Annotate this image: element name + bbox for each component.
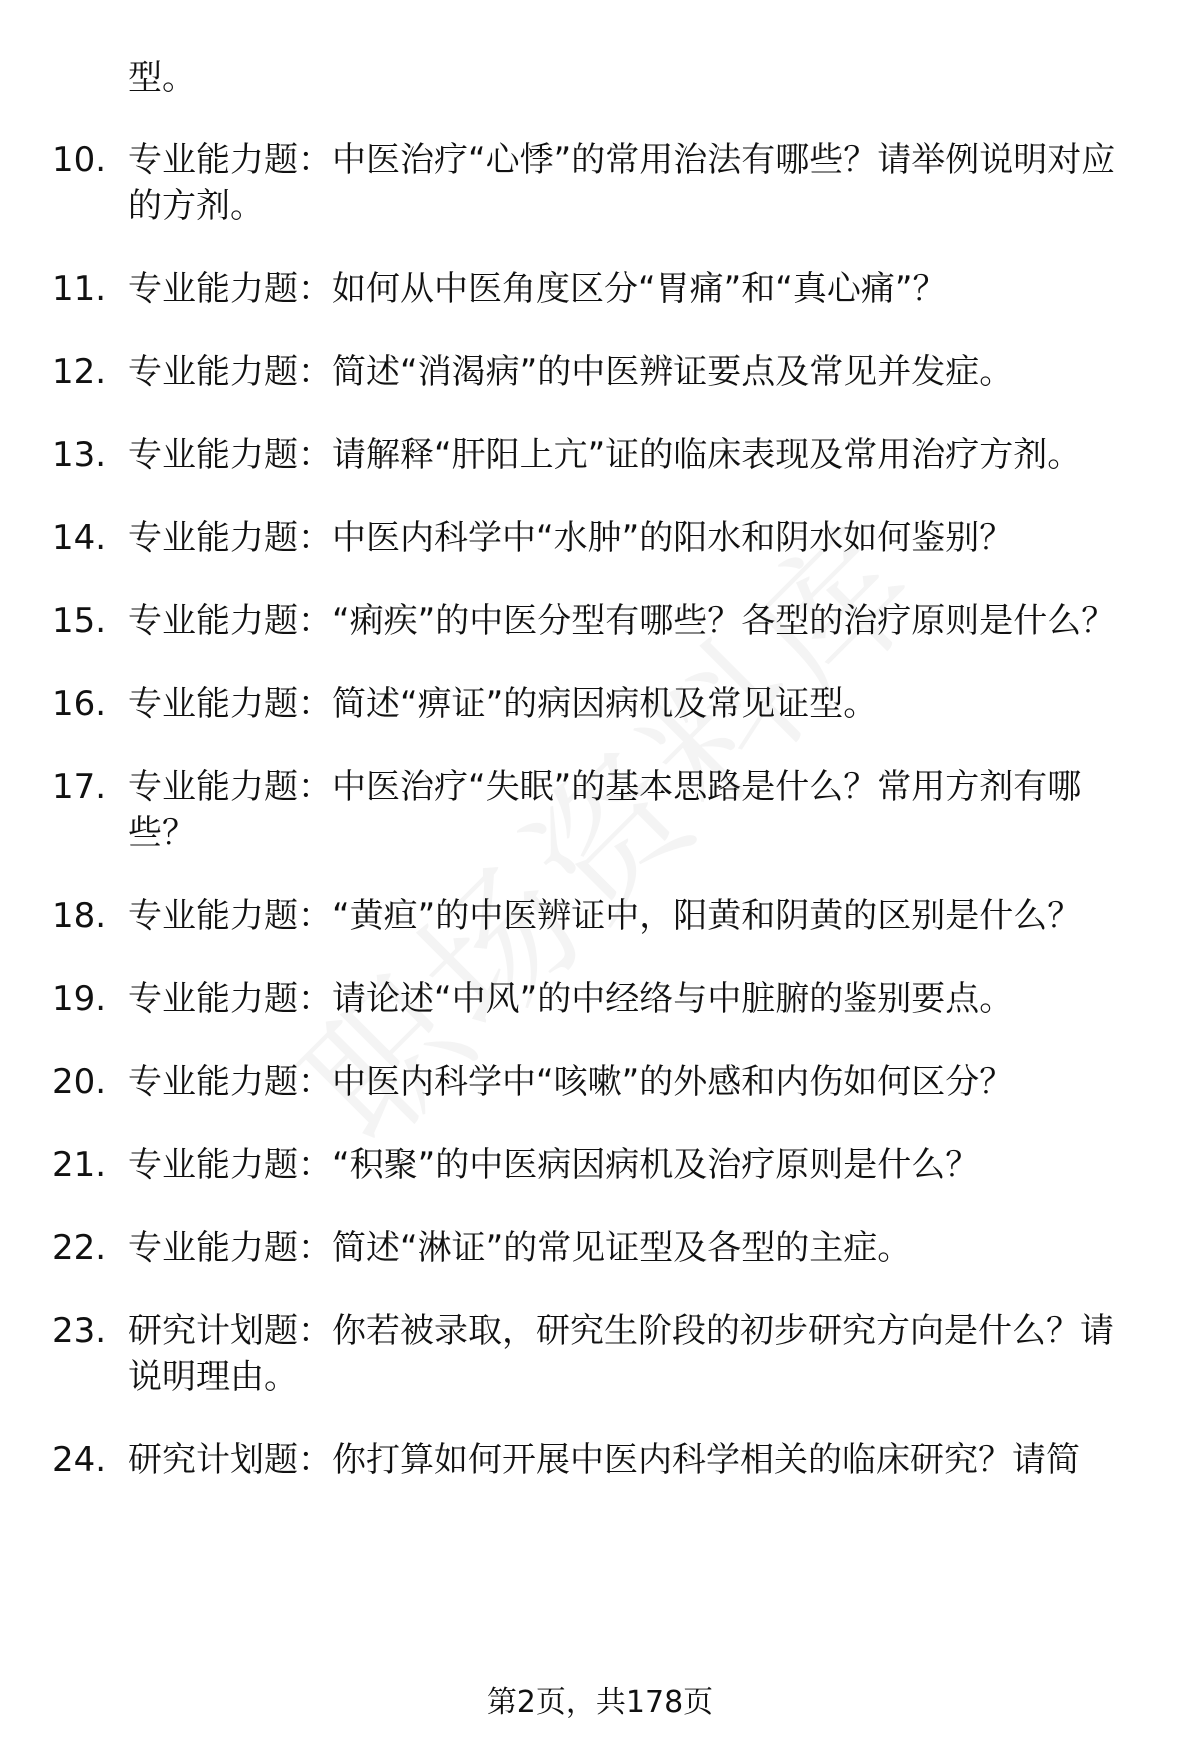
item-number: 23.: [52, 1311, 107, 1351]
list-item: [0, 1437, 1200, 1483]
list-item: [0, 1225, 1200, 1271]
list-item: [0, 349, 1200, 395]
item-text: 专业能力题：简述“淋证”的常见证型及各型的主症。: [128, 1228, 912, 1268]
question-list: [0, 55, 1200, 1520]
item-text: 专业能力题：“黄疸”的中医辨证中，阳黄和阴黄的区别是什么？: [128, 896, 1082, 936]
item-text: 专业能力题：“痢疾”的中医分型有哪些？各型的治疗原则是什么？: [128, 601, 1116, 641]
list-item: [0, 598, 1200, 644]
list-item: [0, 266, 1200, 312]
page-footer: 第2页，共178页: [486, 1685, 714, 1720]
item-number: 12.: [52, 352, 107, 392]
list-item: [0, 893, 1200, 939]
item-text: 专业能力题：请论述“中风”的中经络与中脏腑的鉴别要点。: [128, 979, 1014, 1019]
item-text: 专业能力题：中医内科学中“水肿”的阳水和阴水如何鉴别？: [128, 518, 1014, 558]
item-text: 专业能力题：中医治疗“失眠”的基本思路是什么？常用方剂有哪些？: [128, 767, 1082, 853]
item-text: 专业能力题：简述“消渴病”的中医辨证要点及常见并发症。: [128, 352, 1014, 392]
item-text: 专业能力题：中医内科学中“咳嗽”的外感和内伤如何区分？: [128, 1062, 1014, 1102]
item-text: 专业能力题：中医治疗“心悸”的常用治法有哪些？请举例说明对应的方剂。: [128, 140, 1116, 226]
item-number: 14.: [52, 518, 107, 558]
item-text: 研究计划题：你若被录取，研究生阶段的初步研究方向是什么？请说明理由。: [128, 1311, 1114, 1397]
continued-text: [0, 55, 1200, 101]
item-number: 20.: [52, 1062, 107, 1102]
item-number: 18.: [52, 896, 107, 936]
item-number: 19.: [52, 979, 107, 1019]
list-item: [0, 1308, 1200, 1400]
list-item: [0, 137, 1200, 229]
list-item: [0, 681, 1200, 727]
item-text: 研究计划题：你打算如何开展中医内科学相关的临床研究？请简: [128, 1440, 1080, 1480]
item-number: 16.: [52, 684, 107, 724]
list-item: [0, 1059, 1200, 1105]
list-item: [0, 764, 1200, 856]
continued-text-content: 型。: [128, 58, 196, 98]
item-text: 专业能力题：简述“痹证”的病因病机及常见证型。: [128, 684, 878, 724]
list-item: [0, 515, 1200, 561]
item-text: 专业能力题：如何从中医角度区分“胃痛”和“真心痛”？: [128, 269, 947, 309]
item-text: 专业能力题：“积聚”的中医病因病机及治疗原则是什么？: [128, 1145, 980, 1185]
item-number: 10.: [52, 140, 107, 180]
item-number: 17.: [52, 767, 107, 807]
item-number: 24.: [52, 1440, 107, 1480]
list-item: [0, 976, 1200, 1022]
item-number: 22.: [52, 1228, 107, 1268]
item-number: 15.: [52, 601, 107, 641]
list-item: [0, 1142, 1200, 1188]
item-number: 11.: [52, 269, 107, 309]
item-number: 21.: [52, 1145, 107, 1185]
item-number: 13.: [52, 435, 107, 475]
list-item: [0, 432, 1200, 478]
item-text: 专业能力题：请解释“肝阳上亢”证的临床表现及常用治疗方剂。: [128, 435, 1082, 475]
